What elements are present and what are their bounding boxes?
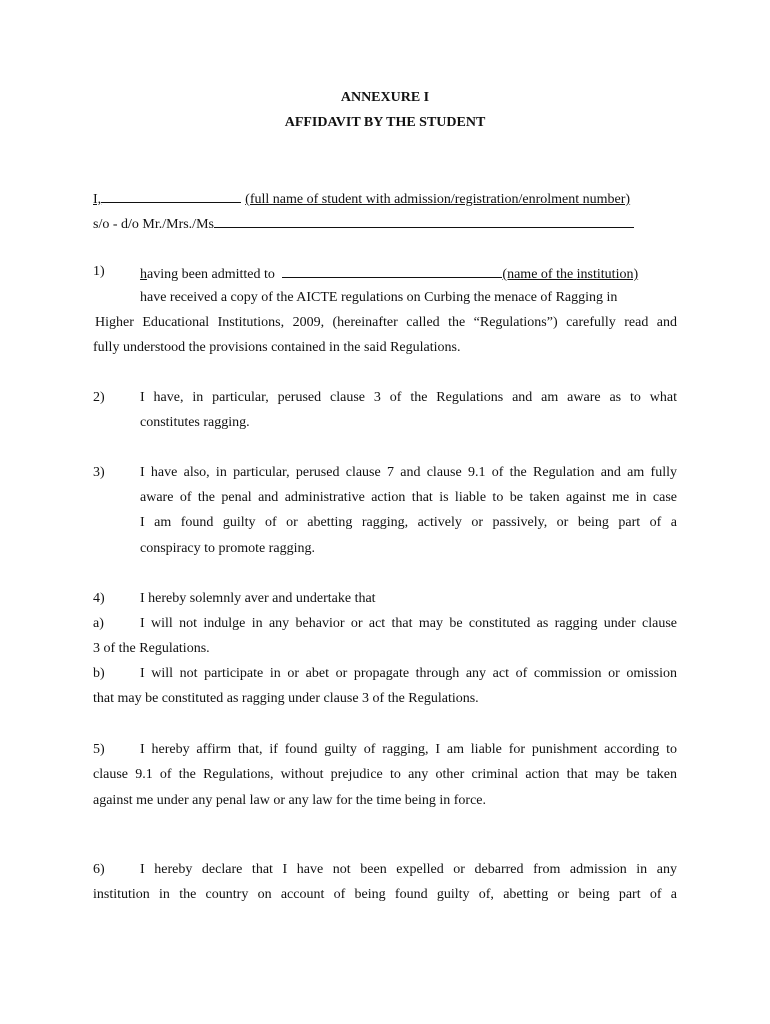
clause-1-line-3: Higher Educational Institutions, 2009, (hereinafter called the “Regulations”) carefully read and bbox=[95, 315, 677, 330]
clause-1-line-1 bbox=[140, 263, 638, 284]
clause-4b-label: b) bbox=[93, 666, 105, 681]
clause-6-number: 6) bbox=[93, 862, 105, 877]
clause-6-line-1: I hereby declare that I have not been expelled or debarred from admission in any bbox=[140, 862, 677, 877]
student-name-hint: (full name of student with admission/registration/enrolment number) bbox=[245, 192, 631, 207]
clause-1-line-2: have received a copy of the AICTE regulations on Curbing the menace of Ragging in bbox=[140, 290, 618, 305]
student-name-line bbox=[93, 188, 630, 209]
clause-3-line-1: I have also, in particular, perused clause 7 and clause 9.1 of the Regulation and am fully bbox=[140, 465, 677, 480]
clause-3-line-4: conspiracy to promote ragging. bbox=[140, 541, 315, 556]
student-name-blank[interactable] bbox=[101, 188, 241, 203]
clause-5-line-2: clause 9.1 of the Regulations, without prejudice to any other criminal action that may be taken bbox=[93, 767, 677, 782]
clause-1-lead-rest: aving been admitted to bbox=[147, 267, 275, 282]
clause-5-number: 5) bbox=[93, 742, 105, 757]
institution-hint-a: (name of the bbox=[502, 267, 577, 282]
clause-4a-line-1: I will not indulge in any behavior or act that may be constituted as ragging under clause bbox=[140, 616, 677, 631]
clause-2-line-2: constitutes ragging. bbox=[140, 415, 250, 430]
affidavit-title: AFFIDAVIT BY THE STUDENT bbox=[284, 115, 486, 130]
parent-name-blank[interactable] bbox=[214, 213, 634, 228]
clause-2-line-1: I have, in particular, perused clause 3 of the Regulations and am aware as to what bbox=[140, 390, 677, 405]
clause-6-line-2: institution in the country on account of being found guilty of, abetting or being part of a bbox=[93, 887, 677, 902]
clause-4-number: 4) bbox=[93, 591, 105, 606]
annexure-heading: ANNEXURE I bbox=[340, 90, 430, 105]
clause-4a-line-2: 3 of the Regulations. bbox=[93, 641, 210, 656]
clause-1-number: 1) bbox=[93, 264, 105, 279]
clause-3-number: 3) bbox=[93, 465, 105, 480]
clause-4-line-1: I hereby solemnly aver and undertake that bbox=[140, 591, 376, 606]
clause-4a-label: a) bbox=[93, 616, 104, 631]
clause-1-line-4: fully understood the provisions contained in the said Regulations. bbox=[93, 340, 461, 355]
parent-label: s/o - d/o Mr./Mrs./Ms bbox=[93, 217, 214, 232]
clause-2-number: 2) bbox=[93, 390, 105, 405]
clause-3-line-2: aware of the penal and administrative action that is liable to be taken against me in case bbox=[140, 490, 677, 505]
clause-5-line-1: I hereby affirm that, if found guilty of ragging, I am liable for punishment according to bbox=[140, 742, 677, 757]
institution-blank[interactable] bbox=[282, 263, 502, 278]
clause-1-lead-h: h bbox=[140, 267, 147, 282]
i-label: I, bbox=[93, 192, 102, 207]
clause-5-line-3: against me under any penal law or any law for the time being in force. bbox=[93, 793, 487, 808]
clause-4b-line-1: I will not participate in or abet or propagate through any act of commission or omission bbox=[140, 666, 677, 681]
parent-name-line bbox=[93, 213, 634, 234]
institution-hint-b: institution) bbox=[576, 267, 639, 282]
clause-3-line-3: I am found guilty of or abetting ragging, actively or passively, or being part of a bbox=[140, 515, 677, 530]
clause-4b-line-2: that may be constituted as ragging under clause 3 of the Regulations. bbox=[93, 691, 479, 706]
